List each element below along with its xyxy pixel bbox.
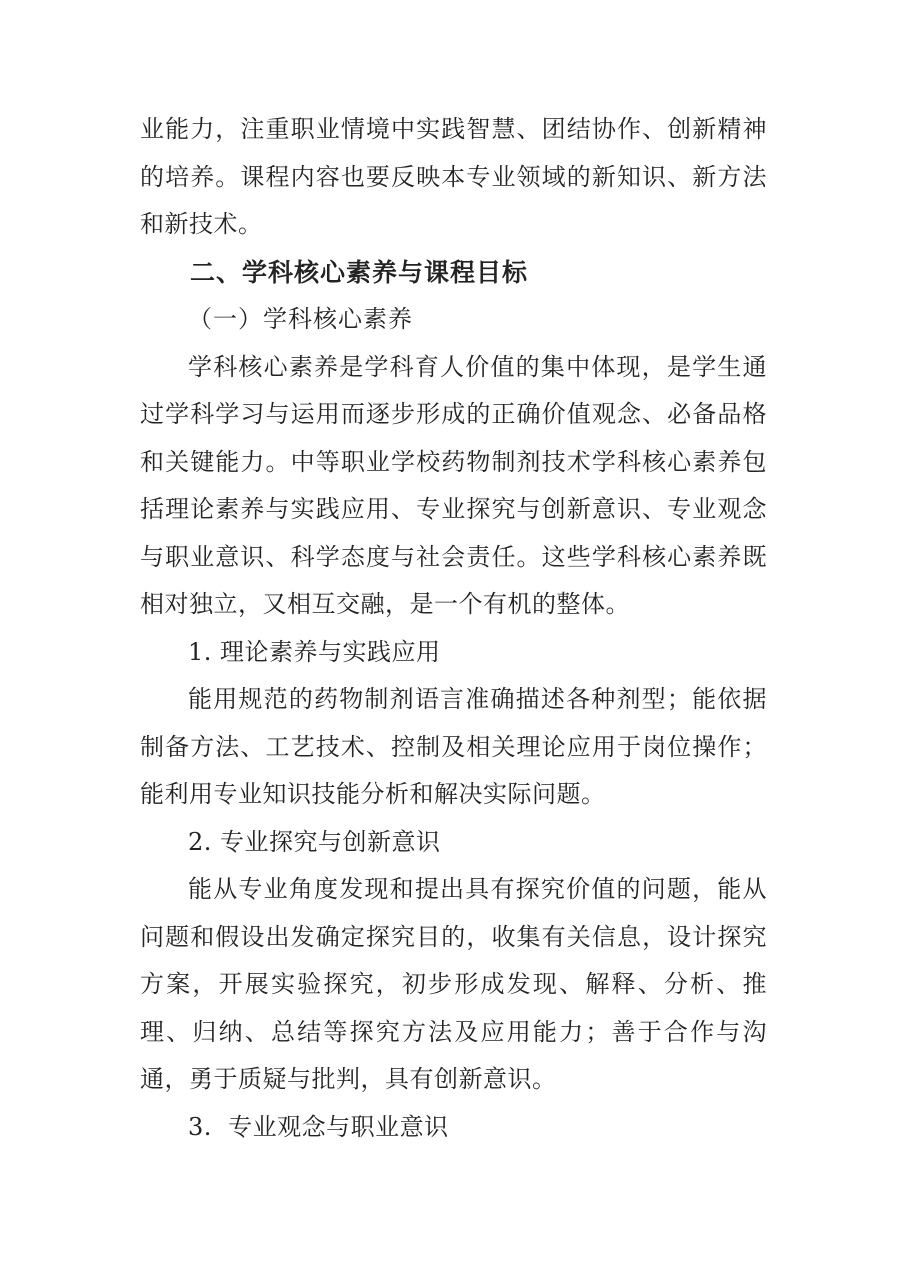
section-heading-core-literacy-and-goals: 二、学科核心素养与课程目标 (190, 257, 529, 287)
numbered-heading-1-theory-and-practice: 1. 理论素养与实践应用 (188, 637, 441, 666)
numbered-heading-3-professional-concept: 3. 专业观念与职业意识 (188, 1112, 449, 1141)
paragraph-inquiry-and-innovation: 能从专业角度发现和提出具有探究价值的问题，能从问题和假设出发确定探究目的，收集有关信息，设计探究方案，开展实验探究，初步形成发现、解释、分析、推理、归纳、总结等探究方法及应用能力；善于合作与沟通，勇于质疑与批判，具有创新意识。 (140, 875, 767, 1093)
paragraph-theory-and-practice: 能用规范的药物制剂语言准确描述各种剂型；能依据制备方法、工艺技术、控制及相关理论应用于岗位操作；能利用专业知识技能分析和解决实际问题。 (140, 685, 767, 808)
document-content (140, 106, 767, 1151)
paragraph-continuation: 业能力，注重职业情境中实践智慧、团结协作、创新精神的培养。课程内容也要反映本专业领域的新知识、新方法和新技术。 (140, 115, 767, 238)
subsection-heading-core-literacy: （一）学科核心素养 (188, 305, 413, 333)
numbered-heading-2-inquiry-and-innovation: 2. 专业探究与创新意识 (188, 827, 441, 856)
paragraph-core-literacy-overview: 学科核心素养是学科育人价值的集中体现，是学生通过学科学习与运用而逐步形成的正确价值观念、必备品格和关键能力。中等职业学校药物制剂技术学科核心素养包括理论素养与实践应用、专业探究与创新意识、专业观念与职业意识、科学态度与社会责任。这些学科核心素养既相对独立，又相互交融，是一个有机的整体。 (140, 352, 767, 618)
